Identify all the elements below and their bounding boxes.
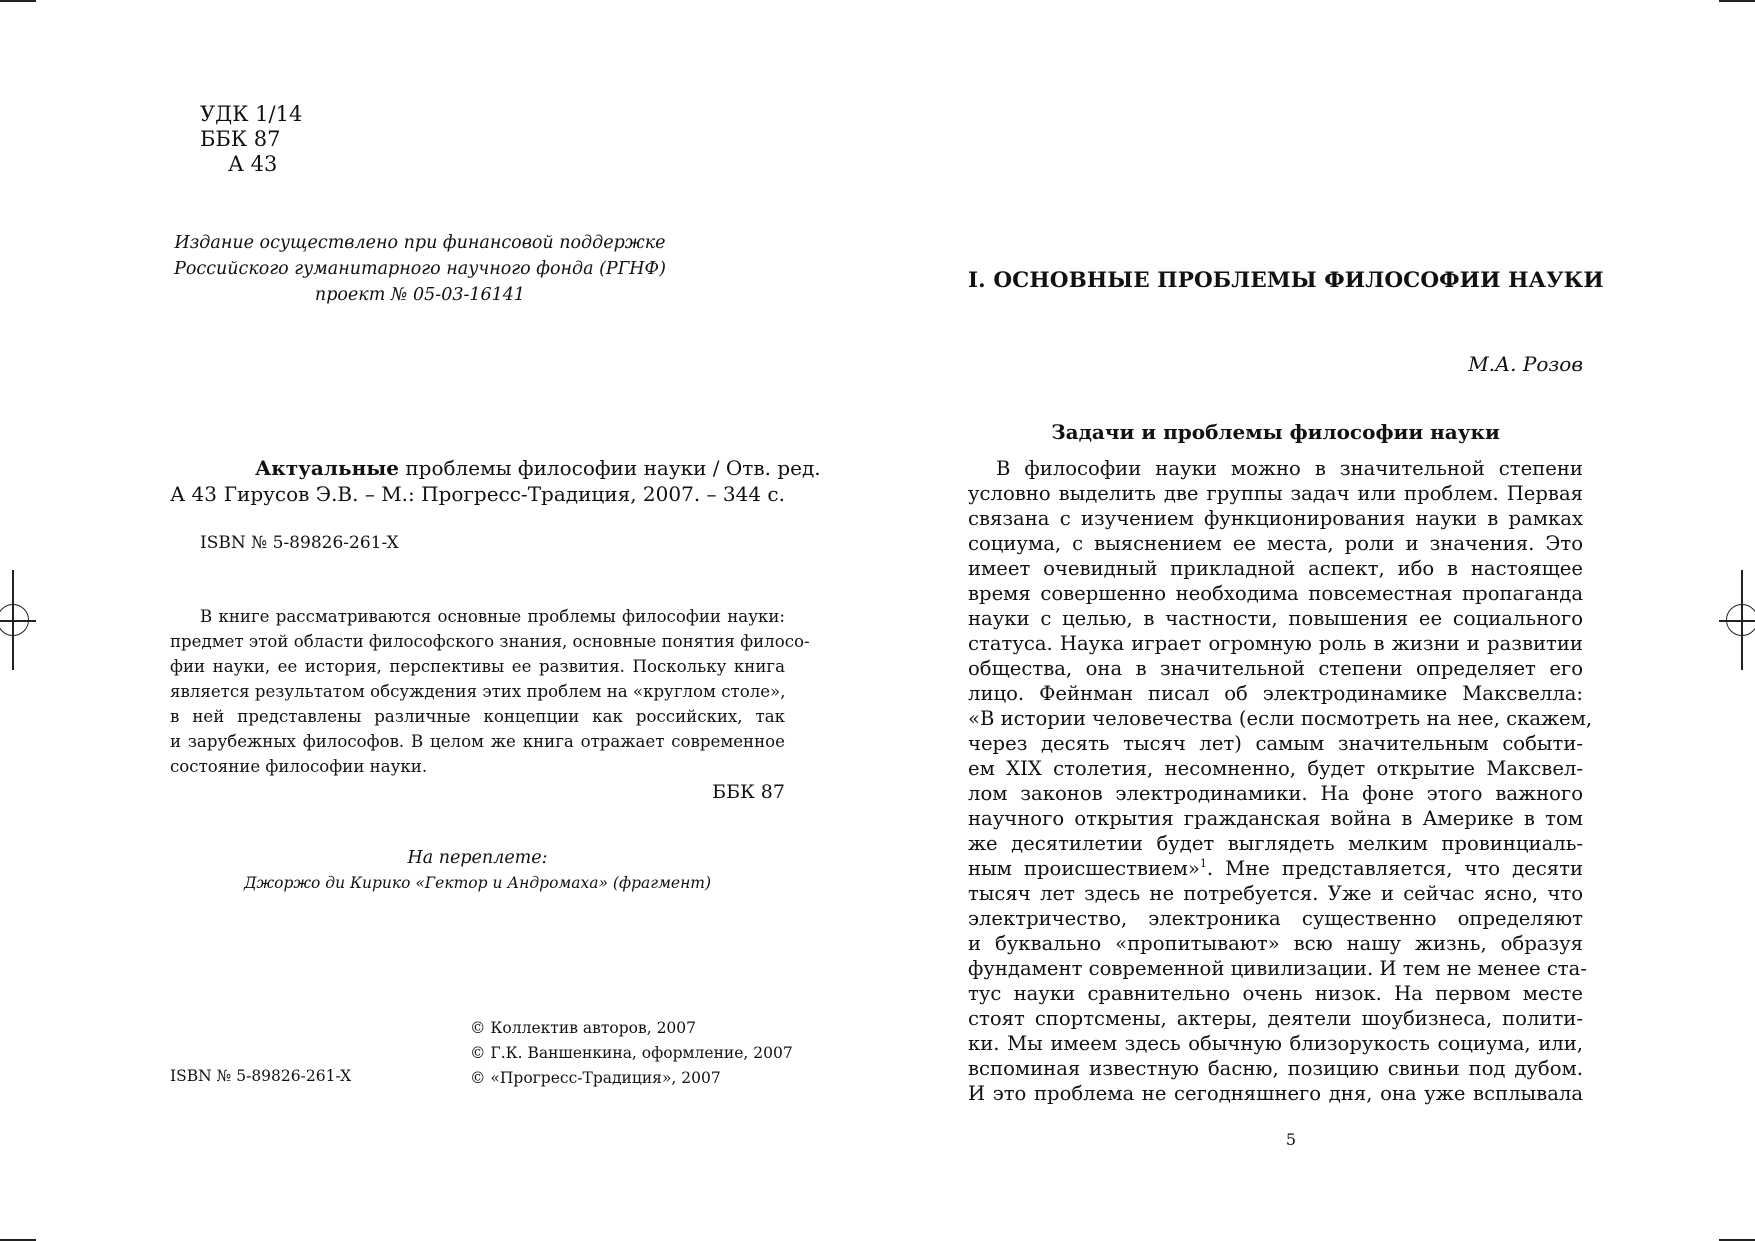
footnote-ref[interactable]: 1 <box>1199 857 1207 870</box>
copyright-line: © «Прогресс-Традиция», 2007 <box>470 1069 721 1087</box>
cover-note <box>170 846 785 896</box>
bib-line-1 <box>170 455 821 481</box>
body-line: время совершенно необходима повсеместная пропаганда <box>968 582 1583 605</box>
bib-title-rest: проблемы философии науки / Отв. ред. <box>398 456 821 480</box>
body-line: науки с целью, в частности, повышения ее социального <box>968 607 1583 630</box>
chapter-author: М.А. Розов <box>1468 352 1583 376</box>
bbk-code: ББК 87 <box>200 127 281 151</box>
page-number: 5 <box>1285 1130 1297 1149</box>
body-line: общества, она в значительной степени определяет его <box>968 657 1583 680</box>
body-line: же десятилетии будет выглядеть мелким провинциаль- <box>968 832 1583 855</box>
abstract-line: предмет этой области философского знания, основные понятия филосо- <box>170 632 810 651</box>
bib-title-bold: Актуальные <box>255 456 399 480</box>
body-line: имеет очевидный прикладной аспект, ибо в настоящее <box>968 557 1583 580</box>
bibliographic-record <box>170 455 821 507</box>
body-text-fragment: . Мне представляется, что десяти <box>1206 857 1584 880</box>
body-line: И это проблема не сегодняшнего дня, она уже всплывала <box>968 1082 1583 1105</box>
funding-note <box>170 230 670 308</box>
isbn-top: ISBN № 5-89826-261-X <box>200 533 399 553</box>
bib-line-2 <box>170 481 785 507</box>
body-line: ки. Мы имеем здесь обычную близорукость социума, или, <box>968 1032 1583 1055</box>
body-line: тысяч лет здесь не потребуется. Уже и сейчас ясно, что <box>968 882 1583 905</box>
udk-code: УДК 1/14 <box>200 102 303 126</box>
body-text-fragment: ным происшествием» <box>968 857 1200 880</box>
cover-text: Джоржо ди Кирико «Гектор и Андромаха» (фрагмент) <box>243 874 712 892</box>
abstract-line: в ней представлены различные концепции как российских, так <box>170 707 785 726</box>
isbn-bottom: ISBN № 5-89826-261-X <box>170 1067 352 1085</box>
bib-author-code: А 43 <box>170 482 217 506</box>
copyright-line: © Коллектив авторов, 2007 <box>470 1019 697 1037</box>
body-line: лицо. Фейнман писал об электродинамике Максвелла: <box>968 682 1583 705</box>
body-text <box>968 456 1593 1106</box>
body-line-footnote <box>968 856 1583 881</box>
body-line: электричество, электроника существенно определяют <box>968 907 1583 930</box>
classification-codes <box>200 102 302 177</box>
body-line: вспоминая известную басню, позицию свиньи под дубом. <box>968 1057 1583 1080</box>
body-line: условно выделить две группы задач или проблем. Первая <box>968 482 1583 505</box>
body-line: статуса. Наука играет огромную роль в жизни и развитии <box>968 632 1583 655</box>
section-title: Задачи и проблемы философии науки <box>1051 420 1500 444</box>
body-line: ем XIX столетия, несомненно, будет открытие Максвел- <box>968 757 1583 780</box>
body-line: научного открытия гражданская война в Америке в том <box>968 807 1583 830</box>
author-code: А 43 <box>228 152 278 176</box>
body-line: социума, с выяснением ее места, роли и значения. Это <box>968 532 1583 555</box>
bib-publication-info: Гирусов Э.В. – М.: Прогресс-Традиция, 2007. – 344 с. <box>223 482 785 506</box>
body-line: связана с изучением функционирования науки в рамках <box>968 507 1583 530</box>
body-line: и буквально «пропитывают» всю нашу жизнь, образуя <box>968 932 1583 955</box>
body-line: «В истории человечества (если посмотреть на нее, скажем, <box>968 707 1593 730</box>
body-line: стоят спортсмены, актеры, деятели шоубизнеса, полити- <box>968 1007 1583 1030</box>
body-line: фундамент современной цивилизации. И тем не менее ста- <box>968 957 1587 980</box>
copyright-block <box>470 1016 793 1091</box>
abstract-line: и зарубежных философов. В целом же книга отражает современное <box>170 732 785 751</box>
abstract-line: фии науки, ее история, перспективы ее развития. Поскольку книга <box>170 657 785 676</box>
body-line: тус науки сравнительно очень низок. На первом месте <box>968 982 1583 1005</box>
funding-line: проект № 05-03-16141 <box>314 285 526 305</box>
bbk-code-right: ББК 87 <box>712 781 785 803</box>
chapter-title: I. ОСНОВНЫЕ ПРОБЛЕМЫ ФИЛОСОФИИ НАУКИ <box>968 268 1604 293</box>
abstract-line: В книге рассматриваются основные проблемы философии науки: <box>200 607 785 626</box>
copyright-line: © Г.К. Ваншенкина, оформление, 2007 <box>470 1044 793 1062</box>
funding-line: Российского гуманитарного научного фонда (РГНФ) <box>174 259 666 279</box>
body-line: В философии науки можно в значительной степени <box>996 457 1583 480</box>
abstract-line: является результатом обсуждения этих проблем на «круглом столе», <box>170 682 786 701</box>
abstract-line: состояние философии науки. <box>170 757 428 776</box>
cover-heading: На переплете: <box>407 848 548 868</box>
body-line: через десять тысяч лет) самым значительным событи- <box>968 732 1583 755</box>
body-line: лом законов электродинамики. На фоне этого важного <box>968 782 1583 805</box>
abstract <box>170 604 810 779</box>
funding-line: Издание осуществлено при финансовой поддержке <box>174 233 666 253</box>
